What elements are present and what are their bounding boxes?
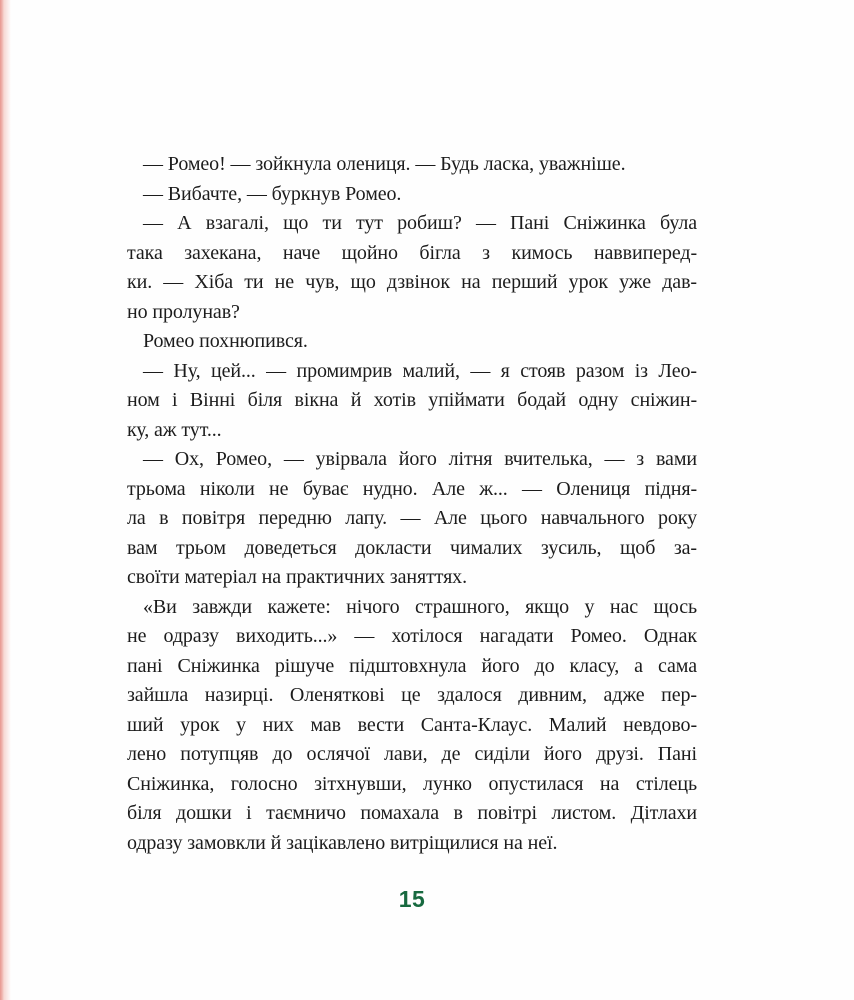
text-line: ший урок у них мав вести Санта-Клаус. Малий невдово- [127, 713, 697, 736]
text-line: ла в повітря передню лапу. — Але цього навчального року [127, 507, 697, 529]
text-line: зайшла назирці. Оленяткові це здалося дивним, адже пер- [127, 684, 697, 706]
paragraph [127, 445, 697, 593]
paragraph [127, 593, 697, 859]
text-line: «Ви завжди кажете: нічого страшного, якщо у нас щось [143, 595, 697, 618]
paragraph [127, 180, 697, 210]
text-line: но пролунав? [127, 300, 240, 323]
text-line: — Ох, Ромео, — увірвала його літня вчителька, — з вами [143, 448, 697, 470]
story-text [127, 150, 697, 858]
text-line: ку, аж тут... [127, 418, 222, 441]
text-line: пані Сніжинка рішуче підштовхнула його до класу, а сама [127, 654, 697, 677]
text-line: біля дошки і таємничо помахала в повітрі листом. Дітлахи [127, 802, 697, 824]
text-line: трьома ніколи не буває нудно. Але ж... — Олениця підня- [127, 477, 697, 500]
paragraph [127, 357, 697, 446]
text-line: лено потупцяв до ослячої лави, де сиділи його друзі. Пані [127, 743, 697, 765]
text-line: ки. — Хіба ти не чув, що дзвінок на перший урок уже дав- [127, 271, 697, 293]
text-line: — Ну, цей... — промимрив малий, — я стояв разом із Лео- [143, 359, 697, 382]
text-line: ном і Вінні біля вікна й хотів упіймати бодай одну сніжин- [127, 389, 697, 411]
paragraph [127, 209, 697, 327]
page-edge-line [0, 0, 12, 1000]
text-line: своїти матеріал на практичних заняттях. [127, 566, 467, 588]
text-line: одразу замовкли й зацікавлено витріщилися на неї. [127, 831, 558, 854]
text-line: Ромео похнюпився. [143, 330, 308, 352]
text-line: — А взагалі, що ти тут робиш? — Пані Сніжинка була [143, 212, 697, 234]
text-line: така захекана, наче щойно бігла з кимось наввиперед- [127, 241, 697, 264]
text-line: — Ромео! — зойкнула олениця. — Будь ласка, уважніше. [143, 153, 626, 175]
text-line: вам трьом доведеться докласти чималих зусиль, щоб за- [127, 536, 697, 559]
text-line: Сніжинка, голосно зітхнувши, лунко опустилася на стілець [127, 772, 697, 795]
paragraph [127, 327, 697, 357]
text-line: — Вибачте, — буркнув Ромео. [143, 182, 402, 205]
paragraph [127, 150, 697, 180]
text-line: не одразу виходить...» — хотілося нагадати Ромео. Однак [127, 625, 697, 647]
page-number: 15 [398, 886, 426, 912]
